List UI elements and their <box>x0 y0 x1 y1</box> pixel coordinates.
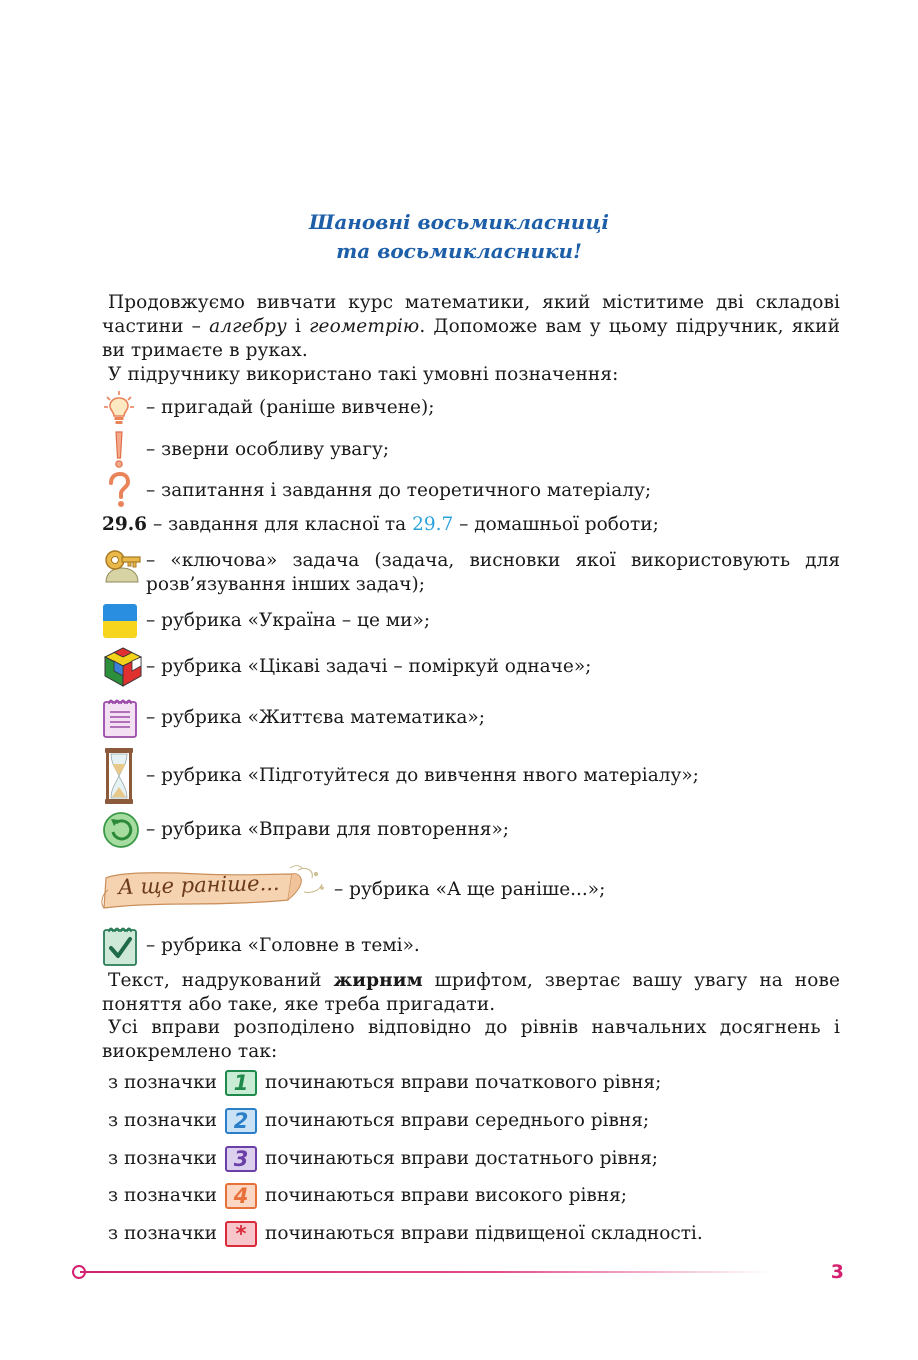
level-prefix: з позначки <box>108 1110 218 1131</box>
level-badge-icon: 4 <box>225 1183 257 1209</box>
page-number: 3 <box>830 1261 844 1283</box>
legend-attention <box>102 431 840 469</box>
title-line-2: та восьмикласники! <box>336 239 582 263</box>
ukraine-flag-icon <box>102 602 146 640</box>
level-row <box>108 1108 649 1134</box>
bold-note-bold: жирним <box>333 970 423 991</box>
level-text: починаються вправи достатнього рівня; <box>265 1148 659 1169</box>
level-prefix: з позначки <box>108 1148 218 1169</box>
legend-task-line <box>102 513 840 537</box>
legend-puzzles <box>102 646 840 688</box>
level-text: починаються вправи початкового рівня; <box>265 1072 662 1093</box>
key-icon <box>102 545 146 587</box>
levels-intro-text: Усі вправи розподілено відповідно до рівнів навчальних досягнень і виокремлено так: <box>102 1017 840 1062</box>
footer-line <box>80 1271 770 1273</box>
legend-questions-text: – запитання і завдання до теоретичного матеріалу; <box>146 480 652 501</box>
level-text: починаються вправи підвищеної складності. <box>265 1223 703 1244</box>
checklist-icon <box>102 925 146 967</box>
level-row <box>108 1221 703 1247</box>
home-task-text: – домашньої роботи; <box>453 514 659 535</box>
legend-task-numbers <box>102 513 840 537</box>
rubik-cube-icon <box>102 646 146 688</box>
level-badge-icon: * <box>225 1221 257 1247</box>
earlier-banner-label: А ще раніше... <box>117 870 280 900</box>
level-prefix: з позначки <box>108 1185 218 1206</box>
legend-attention-text: – зверни особливу увагу; <box>146 439 390 460</box>
repeat-circle-icon <box>102 811 146 849</box>
legend-recall <box>102 389 840 427</box>
legend-life-math <box>102 697 840 739</box>
exclamation-icon <box>102 431 146 469</box>
legend-questions <box>102 472 840 510</box>
legend-recall-text: – пригадай (раніше вивчене); <box>146 397 435 418</box>
legend-life-math-text: – рубрика «Життєва математика»; <box>146 707 485 728</box>
page-title <box>0 208 918 266</box>
intro-algebra: алгебру <box>209 316 287 337</box>
intro-geometry: геометрію <box>309 316 420 337</box>
notepad-icon <box>102 697 146 739</box>
class-task-number: 29.6 <box>102 514 148 535</box>
level-text: починаються вправи високого рівня; <box>265 1185 628 1206</box>
hourglass-icon <box>102 747 146 805</box>
level-prefix: з позначки <box>108 1072 218 1093</box>
legend-main-topic <box>102 925 840 967</box>
legend-repeat-text: – рубрика «Вправи для повторення»; <box>146 819 510 840</box>
intro-and: і <box>286 316 310 337</box>
level-text: починаються вправи середнього рівня; <box>265 1110 650 1131</box>
legend-main-topic-text: – рубрика «Головне в темі». <box>146 935 420 956</box>
legend-ukraine-text: – рубрика «Україна – це ми»; <box>146 610 431 631</box>
levels-intro-paragraph <box>102 1016 840 1064</box>
intro-text-a: Продовжуємо вивчати курс математики, який міститиме дві складові частини – <box>102 292 840 337</box>
legend-repeat <box>102 811 840 849</box>
legend-earlier <box>100 864 838 916</box>
bold-note-b: шрифтом, звертає вашу увагу на нове поняття або таке, яке треба пригадати. <box>102 970 841 1015</box>
level-row <box>108 1070 661 1096</box>
level-badge-icon: 3 <box>225 1146 257 1172</box>
home-task-number: 29.7 <box>412 514 454 535</box>
legend-prepare-text: – рубрика «Підготуйтеся до вивчення нвого матеріалу»; <box>146 765 699 786</box>
level-prefix: з позначки <box>108 1223 218 1244</box>
legend-intro: У підручнику використано такі умовні позначення: <box>108 364 619 385</box>
bold-note-a: Текст, надрукований <box>108 970 334 991</box>
intro-text-b: . Допоможе вам у цьому підручник, який ви тримаєте в руках. <box>102 316 841 361</box>
legend-ukraine <box>102 602 840 640</box>
level-badge-icon: 1 <box>225 1070 257 1096</box>
intro-paragraph <box>102 291 840 363</box>
level-row <box>108 1146 658 1172</box>
bold-note-paragraph <box>102 969 840 1017</box>
legend-puzzles-text: – рубрика «Цікаві задачі – поміркуй одначе»; <box>146 656 592 677</box>
level-row <box>108 1183 627 1209</box>
level-badge-icon: 2 <box>225 1108 257 1134</box>
legend-prepare <box>102 747 840 805</box>
legend-key-task-text: – «ключова» задача (задача, висновки якої використовують для розв’язування інших задач); <box>146 550 840 595</box>
legend-earlier-text: – рубрика «А ще раніше...»; <box>334 879 606 900</box>
question-mark-icon <box>102 472 146 510</box>
title-line-1: Шановні восьмикласниці <box>308 210 609 234</box>
legend-key-task <box>102 545 840 597</box>
earlier-banner <box>100 864 328 916</box>
lightbulb-icon <box>102 389 146 427</box>
class-task-text: – завдання для класної та <box>147 514 413 535</box>
